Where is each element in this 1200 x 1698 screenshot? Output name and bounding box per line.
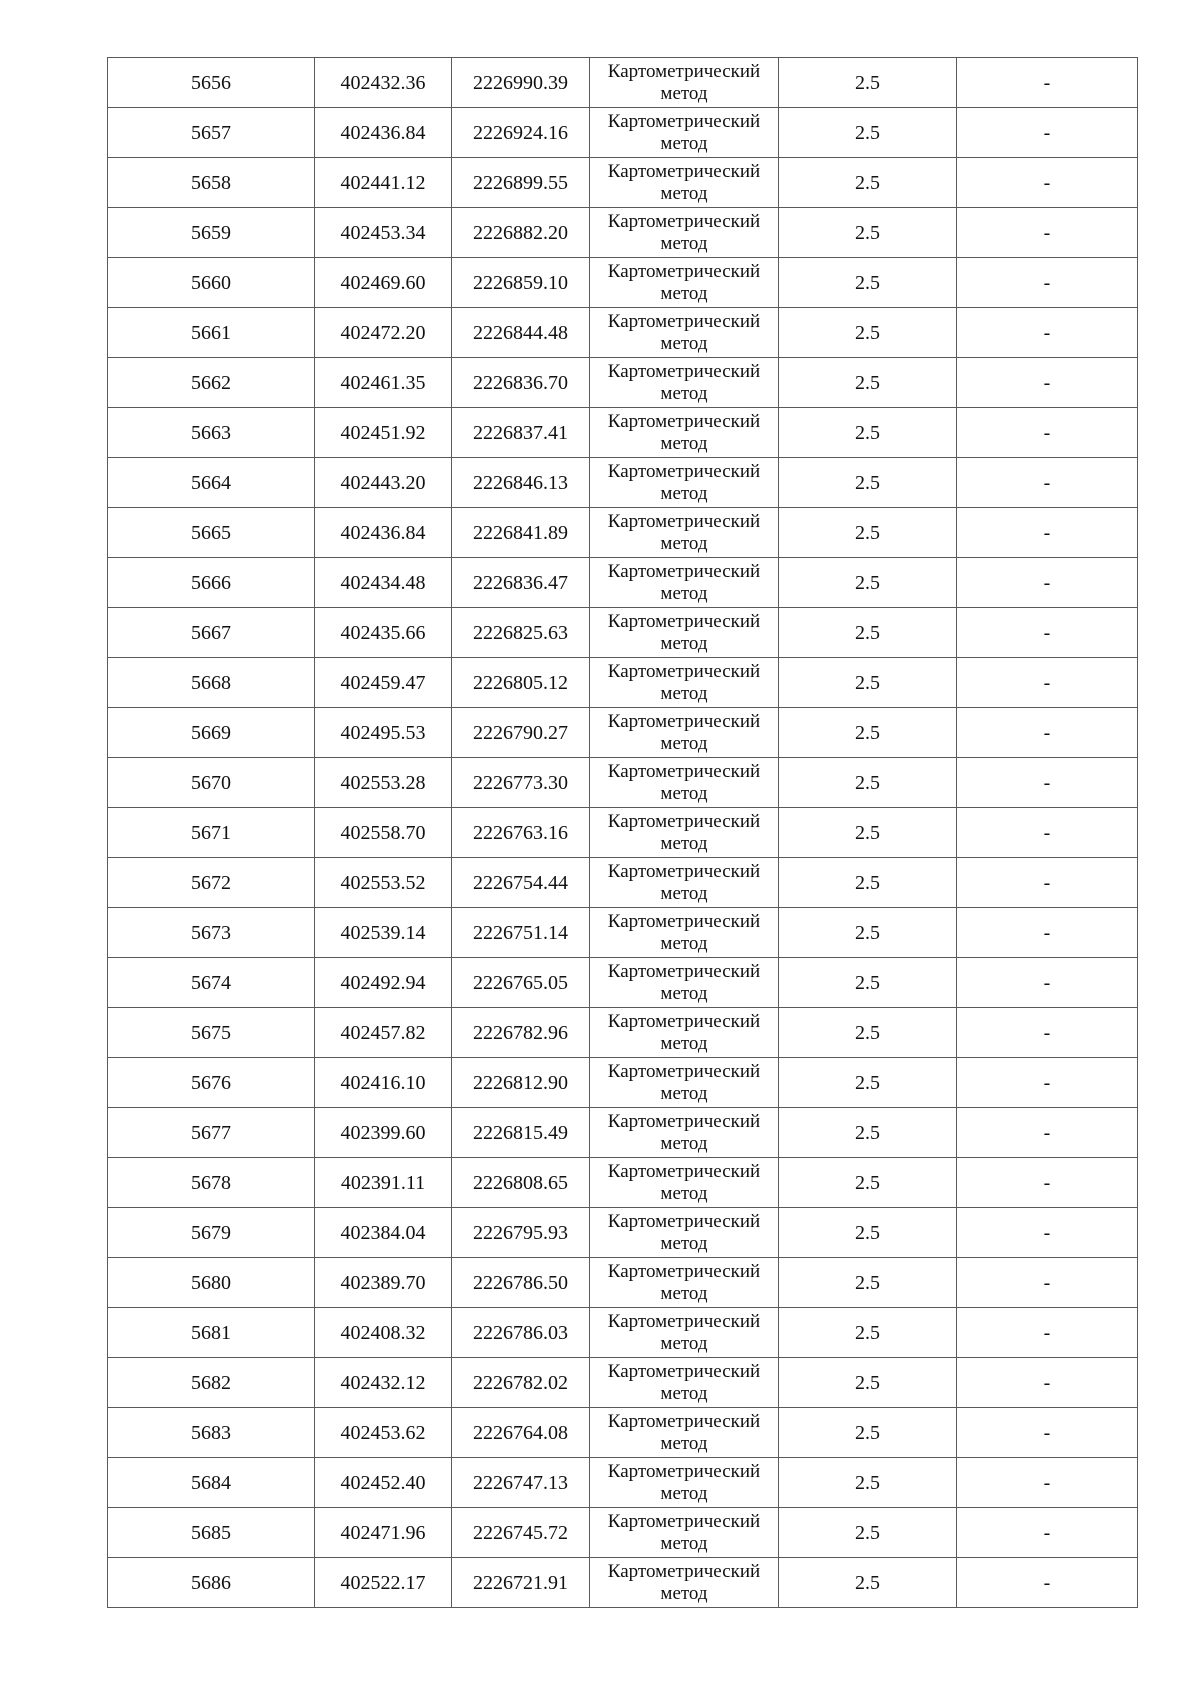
y-coordinate-cell: 2226773.30 <box>452 758 590 808</box>
point-number-cell: 5680 <box>108 1258 315 1308</box>
precision-cell: 2.5 <box>779 1258 957 1308</box>
x-coordinate-cell: 402391.11 <box>315 1158 452 1208</box>
precision-cell: 2.5 <box>779 1108 957 1158</box>
precision-cell: 2.5 <box>779 758 957 808</box>
method-cell <box>590 58 779 108</box>
note-cell: - <box>957 308 1138 358</box>
y-coordinate-cell: 2226786.03 <box>452 1308 590 1358</box>
note-cell: - <box>957 158 1138 208</box>
y-coordinate-cell: 2226805.12 <box>452 658 590 708</box>
method-cell <box>590 1458 779 1508</box>
method-cell <box>590 1558 779 1608</box>
method-line-1: Картометрический <box>607 410 761 432</box>
point-number-cell: 5683 <box>108 1408 315 1458</box>
method-cell <box>590 1408 779 1458</box>
method-line-2: метод <box>660 682 708 704</box>
precision-cell: 2.5 <box>779 808 957 858</box>
method-line-1: Картометрический <box>607 360 761 382</box>
y-coordinate-cell: 2226825.63 <box>452 608 590 658</box>
precision-cell: 2.5 <box>779 708 957 758</box>
method-line-1: Картометрический <box>607 260 761 282</box>
x-coordinate-cell: 402553.28 <box>315 758 452 808</box>
precision-cell: 2.5 <box>779 308 957 358</box>
note-cell: - <box>957 808 1138 858</box>
method-cell <box>590 858 779 908</box>
method-cell <box>590 208 779 258</box>
method-line-2: метод <box>660 582 708 604</box>
note-cell: - <box>957 1408 1138 1458</box>
method-line-1: Картометрический <box>607 910 761 932</box>
method-line-2: метод <box>660 832 708 854</box>
y-coordinate-cell: 2226990.39 <box>452 58 590 108</box>
point-number-cell: 5666 <box>108 558 315 608</box>
x-coordinate-cell: 402435.66 <box>315 608 452 658</box>
x-coordinate-cell: 402461.35 <box>315 358 452 408</box>
point-number-cell: 5678 <box>108 1158 315 1208</box>
y-coordinate-cell: 2226844.48 <box>452 308 590 358</box>
method-line-2: метод <box>660 982 708 1004</box>
table-row <box>108 1358 1138 1408</box>
x-coordinate-cell: 402471.96 <box>315 1508 452 1558</box>
table-row <box>108 608 1138 658</box>
method-line-1: Картометрический <box>607 210 761 232</box>
table-row <box>108 258 1138 308</box>
x-coordinate-cell: 402495.53 <box>315 708 452 758</box>
y-coordinate-cell: 2226846.13 <box>452 458 590 508</box>
point-number-cell: 5669 <box>108 708 315 758</box>
note-cell: - <box>957 658 1138 708</box>
table-row <box>108 808 1138 858</box>
precision-cell: 2.5 <box>779 1458 957 1508</box>
x-coordinate-cell: 402469.60 <box>315 258 452 308</box>
method-line-1: Картометрический <box>607 610 761 632</box>
note-cell: - <box>957 608 1138 658</box>
method-line-2: метод <box>660 1382 708 1404</box>
y-coordinate-cell: 2226808.65 <box>452 1158 590 1208</box>
x-coordinate-cell: 402443.20 <box>315 458 452 508</box>
method-line-1: Картометрический <box>607 1360 761 1382</box>
method-line-1: Картометрический <box>607 110 761 132</box>
x-coordinate-cell: 402441.12 <box>315 158 452 208</box>
y-coordinate-cell: 2226841.89 <box>452 508 590 558</box>
y-coordinate-cell: 2226899.55 <box>452 158 590 208</box>
table-row <box>108 508 1138 558</box>
method-line-1: Картометрический <box>607 960 761 982</box>
x-coordinate-cell: 402553.52 <box>315 858 452 908</box>
note-cell: - <box>957 1008 1138 1058</box>
method-line-1: Картометрический <box>607 1210 761 1232</box>
point-number-cell: 5676 <box>108 1058 315 1108</box>
note-cell: - <box>957 858 1138 908</box>
method-line-1: Картометрический <box>607 1260 761 1282</box>
method-line-1: Картометрический <box>607 60 761 82</box>
method-line-1: Картометрический <box>607 1310 761 1332</box>
method-line-1: Картометрический <box>607 1510 761 1532</box>
method-cell <box>590 958 779 1008</box>
method-cell <box>590 408 779 458</box>
method-line-1: Картометрический <box>607 1010 761 1032</box>
method-cell <box>590 608 779 658</box>
point-number-cell: 5661 <box>108 308 315 358</box>
table-row <box>108 1558 1138 1608</box>
table-row <box>108 158 1138 208</box>
point-number-cell: 5657 <box>108 108 315 158</box>
method-cell <box>590 1158 779 1208</box>
method-cell <box>590 1258 779 1308</box>
x-coordinate-cell: 402539.14 <box>315 908 452 958</box>
precision-cell: 2.5 <box>779 208 957 258</box>
method-cell <box>590 1308 779 1358</box>
x-coordinate-cell: 402457.82 <box>315 1008 452 1058</box>
note-cell: - <box>957 958 1138 1008</box>
method-line-1: Картометрический <box>607 810 761 832</box>
method-cell <box>590 758 779 808</box>
note-cell: - <box>957 1358 1138 1408</box>
point-number-cell: 5685 <box>108 1508 315 1558</box>
x-coordinate-cell: 402436.84 <box>315 108 452 158</box>
x-coordinate-cell: 402453.34 <box>315 208 452 258</box>
table-row <box>108 708 1138 758</box>
note-cell: - <box>957 708 1138 758</box>
method-line-2: метод <box>660 1132 708 1154</box>
coordinates-table <box>107 57 1138 1608</box>
precision-cell: 2.5 <box>779 358 957 408</box>
method-cell <box>590 1008 779 1058</box>
y-coordinate-cell: 2226836.70 <box>452 358 590 408</box>
y-coordinate-cell: 2226815.49 <box>452 1108 590 1158</box>
method-cell <box>590 508 779 558</box>
method-cell <box>590 108 779 158</box>
point-number-cell: 5672 <box>108 858 315 908</box>
table-row <box>108 908 1138 958</box>
method-line-2: метод <box>660 432 708 454</box>
method-line-2: метод <box>660 1282 708 1304</box>
point-number-cell: 5677 <box>108 1108 315 1158</box>
table-row <box>108 408 1138 458</box>
table-row <box>108 1058 1138 1108</box>
note-cell: - <box>957 1258 1138 1308</box>
table-row <box>108 458 1138 508</box>
point-number-cell: 5682 <box>108 1358 315 1408</box>
point-number-cell: 5663 <box>108 408 315 458</box>
precision-cell: 2.5 <box>779 408 957 458</box>
point-number-cell: 5684 <box>108 1458 315 1508</box>
method-line-2: метод <box>660 1532 708 1554</box>
table-row <box>108 1508 1138 1558</box>
precision-cell: 2.5 <box>779 858 957 908</box>
y-coordinate-cell: 2226882.20 <box>452 208 590 258</box>
y-coordinate-cell: 2226747.13 <box>452 1458 590 1508</box>
table-row <box>108 558 1138 608</box>
method-line-2: метод <box>660 282 708 304</box>
x-coordinate-cell: 402459.47 <box>315 658 452 708</box>
precision-cell: 2.5 <box>779 1158 957 1208</box>
note-cell: - <box>957 1558 1138 1608</box>
y-coordinate-cell: 2226859.10 <box>452 258 590 308</box>
precision-cell: 2.5 <box>779 1358 957 1408</box>
point-number-cell: 5674 <box>108 958 315 1008</box>
y-coordinate-cell: 2226745.72 <box>452 1508 590 1558</box>
y-coordinate-cell: 2226924.16 <box>452 108 590 158</box>
x-coordinate-cell: 402416.10 <box>315 1058 452 1108</box>
table-row <box>108 1208 1138 1258</box>
table-row <box>108 658 1138 708</box>
x-coordinate-cell: 402436.84 <box>315 508 452 558</box>
method-line-1: Картометрический <box>607 560 761 582</box>
method-cell <box>590 708 779 758</box>
y-coordinate-cell: 2226812.90 <box>452 1058 590 1108</box>
point-number-cell: 5667 <box>108 608 315 658</box>
point-number-cell: 5665 <box>108 508 315 558</box>
y-coordinate-cell: 2226764.08 <box>452 1408 590 1458</box>
precision-cell: 2.5 <box>779 258 957 308</box>
note-cell: - <box>957 908 1138 958</box>
method-cell <box>590 808 779 858</box>
note-cell: - <box>957 558 1138 608</box>
table-row <box>108 1108 1138 1158</box>
method-line-2: метод <box>660 1482 708 1504</box>
precision-cell: 2.5 <box>779 458 957 508</box>
note-cell: - <box>957 1508 1138 1558</box>
point-number-cell: 5670 <box>108 758 315 808</box>
method-cell <box>590 308 779 358</box>
method-line-1: Картометрический <box>607 860 761 882</box>
point-number-cell: 5679 <box>108 1208 315 1258</box>
method-cell <box>590 1058 779 1108</box>
x-coordinate-cell: 402453.62 <box>315 1408 452 1458</box>
note-cell: - <box>957 58 1138 108</box>
table-row <box>108 1158 1138 1208</box>
x-coordinate-cell: 402472.20 <box>315 308 452 358</box>
note-cell: - <box>957 358 1138 408</box>
x-coordinate-cell: 402522.17 <box>315 1558 452 1608</box>
precision-cell: 2.5 <box>779 158 957 208</box>
table-row <box>108 1408 1138 1458</box>
method-line-1: Картометрический <box>607 710 761 732</box>
method-line-2: метод <box>660 382 708 404</box>
y-coordinate-cell: 2226754.44 <box>452 858 590 908</box>
x-coordinate-cell: 402451.92 <box>315 408 452 458</box>
table-row <box>108 1458 1138 1508</box>
method-line-2: метод <box>660 232 708 254</box>
method-line-2: метод <box>660 932 708 954</box>
table-row <box>108 858 1138 908</box>
note-cell: - <box>957 1058 1138 1108</box>
point-number-cell: 5675 <box>108 1008 315 1058</box>
table-row <box>108 208 1138 258</box>
y-coordinate-cell: 2226751.14 <box>452 908 590 958</box>
method-cell <box>590 458 779 508</box>
method-line-1: Картометрический <box>607 1060 761 1082</box>
method-line-1: Картометрический <box>607 160 761 182</box>
table-row <box>108 758 1138 808</box>
x-coordinate-cell: 402558.70 <box>315 808 452 858</box>
method-line-2: метод <box>660 782 708 804</box>
method-cell <box>590 908 779 958</box>
method-line-1: Картометрический <box>607 1460 761 1482</box>
method-line-2: метод <box>660 182 708 204</box>
x-coordinate-cell: 402432.12 <box>315 1358 452 1408</box>
y-coordinate-cell: 2226765.05 <box>452 958 590 1008</box>
x-coordinate-cell: 402452.40 <box>315 1458 452 1508</box>
x-coordinate-cell: 402492.94 <box>315 958 452 1008</box>
y-coordinate-cell: 2226795.93 <box>452 1208 590 1258</box>
point-number-cell: 5659 <box>108 208 315 258</box>
method-line-2: метод <box>660 1432 708 1454</box>
method-line-1: Картометрический <box>607 460 761 482</box>
method-line-1: Картометрический <box>607 1160 761 1182</box>
method-line-1: Картометрический <box>607 760 761 782</box>
note-cell: - <box>957 1158 1138 1208</box>
point-number-cell: 5668 <box>108 658 315 708</box>
method-line-1: Картометрический <box>607 660 761 682</box>
method-line-2: метод <box>660 82 708 104</box>
method-line-2: метод <box>660 532 708 554</box>
precision-cell: 2.5 <box>779 108 957 158</box>
table-row <box>108 958 1138 1008</box>
point-number-cell: 5681 <box>108 1308 315 1358</box>
table-row <box>108 358 1138 408</box>
method-cell <box>590 558 779 608</box>
note-cell: - <box>957 1208 1138 1258</box>
x-coordinate-cell: 402432.36 <box>315 58 452 108</box>
method-line-1: Картометрический <box>607 1410 761 1432</box>
method-line-1: Картометрический <box>607 1560 761 1582</box>
precision-cell: 2.5 <box>779 1008 957 1058</box>
precision-cell: 2.5 <box>779 1558 957 1608</box>
y-coordinate-cell: 2226782.02 <box>452 1358 590 1408</box>
y-coordinate-cell: 2226763.16 <box>452 808 590 858</box>
note-cell: - <box>957 258 1138 308</box>
x-coordinate-cell: 402434.48 <box>315 558 452 608</box>
method-line-2: метод <box>660 1182 708 1204</box>
point-number-cell: 5664 <box>108 458 315 508</box>
table-row <box>108 1258 1138 1308</box>
precision-cell: 2.5 <box>779 908 957 958</box>
method-cell <box>590 1358 779 1408</box>
precision-cell: 2.5 <box>779 658 957 708</box>
method-line-1: Картометрический <box>607 510 761 532</box>
precision-cell: 2.5 <box>779 1058 957 1108</box>
note-cell: - <box>957 1308 1138 1358</box>
precision-cell: 2.5 <box>779 58 957 108</box>
y-coordinate-cell: 2226790.27 <box>452 708 590 758</box>
method-cell <box>590 358 779 408</box>
y-coordinate-cell: 2226786.50 <box>452 1258 590 1308</box>
table-row <box>108 308 1138 358</box>
point-number-cell: 5660 <box>108 258 315 308</box>
note-cell: - <box>957 1458 1138 1508</box>
method-cell <box>590 1108 779 1158</box>
table-row <box>108 1308 1138 1358</box>
y-coordinate-cell: 2226836.47 <box>452 558 590 608</box>
note-cell: - <box>957 758 1138 808</box>
y-coordinate-cell: 2226721.91 <box>452 1558 590 1608</box>
precision-cell: 2.5 <box>779 508 957 558</box>
x-coordinate-cell: 402408.32 <box>315 1308 452 1358</box>
table-row <box>108 108 1138 158</box>
precision-cell: 2.5 <box>779 558 957 608</box>
x-coordinate-cell: 402389.70 <box>315 1258 452 1308</box>
point-number-cell: 5673 <box>108 908 315 958</box>
method-cell <box>590 158 779 208</box>
precision-cell: 2.5 <box>779 958 957 1008</box>
point-number-cell: 5671 <box>108 808 315 858</box>
x-coordinate-cell: 402384.04 <box>315 1208 452 1258</box>
method-cell <box>590 1208 779 1258</box>
x-coordinate-cell: 402399.60 <box>315 1108 452 1158</box>
coordinates-table-body <box>108 58 1138 1608</box>
method-line-2: метод <box>660 1332 708 1354</box>
note-cell: - <box>957 458 1138 508</box>
method-cell <box>590 258 779 308</box>
note-cell: - <box>957 1108 1138 1158</box>
method-cell <box>590 1508 779 1558</box>
precision-cell: 2.5 <box>779 1508 957 1558</box>
y-coordinate-cell: 2226782.96 <box>452 1008 590 1058</box>
method-line-2: метод <box>660 632 708 654</box>
method-line-2: метод <box>660 132 708 154</box>
note-cell: - <box>957 208 1138 258</box>
note-cell: - <box>957 108 1138 158</box>
method-line-1: Картометрический <box>607 1110 761 1132</box>
point-number-cell: 5662 <box>108 358 315 408</box>
precision-cell: 2.5 <box>779 608 957 658</box>
precision-cell: 2.5 <box>779 1208 957 1258</box>
table-row <box>108 58 1138 108</box>
precision-cell: 2.5 <box>779 1408 957 1458</box>
point-number-cell: 5656 <box>108 58 315 108</box>
method-line-2: метод <box>660 482 708 504</box>
method-line-1: Картометрический <box>607 310 761 332</box>
method-line-2: метод <box>660 732 708 754</box>
method-line-2: метод <box>660 1582 708 1604</box>
method-line-2: метод <box>660 1032 708 1054</box>
table-row <box>108 1008 1138 1058</box>
precision-cell: 2.5 <box>779 1308 957 1358</box>
note-cell: - <box>957 508 1138 558</box>
method-line-2: метод <box>660 1232 708 1254</box>
point-number-cell: 5658 <box>108 158 315 208</box>
note-cell: - <box>957 408 1138 458</box>
point-number-cell: 5686 <box>108 1558 315 1608</box>
y-coordinate-cell: 2226837.41 <box>452 408 590 458</box>
method-line-2: метод <box>660 332 708 354</box>
method-cell <box>590 658 779 708</box>
method-line-2: метод <box>660 882 708 904</box>
method-line-2: метод <box>660 1082 708 1104</box>
